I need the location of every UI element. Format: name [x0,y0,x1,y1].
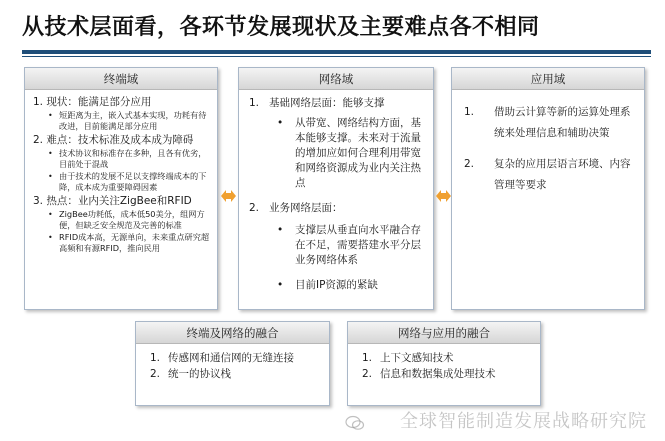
list-item-text: 支撑层从垂直向水平融合存在不足，需要搭建水平分层业务网络体系 [295,224,421,266]
application-domain-body [452,90,644,218]
terminal-domain-panel [24,67,218,310]
list-item-text: 从带宽、网络结构方面，基本能够支撑。未来对于流量的增加应如何合理利用带宽和网络资源成为业内关注热点 [295,117,421,189]
terminal-network-fusion-body [136,344,329,388]
application-domain-header: 应用域 [452,68,644,90]
list-item [460,102,636,144]
list-item [33,171,211,193]
list-item [356,366,532,382]
list-item-text: ZigBee功耗低，成本低50美分，组网方便，但缺乏安全规范及完善的标准 [59,209,205,230]
network-application-fusion-panel [347,321,541,406]
list-item [33,110,211,132]
item-text: 业务网络层面： [269,202,343,214]
list-item [247,116,425,191]
item-text: 复杂的应用层语言环境、内容管理等要求 [494,158,631,191]
title-rule-thin [22,56,651,57]
terminal-network-fusion-header: 终端及网络的融合 [136,322,329,344]
item-text: 基础网络层面：能够支撑 [269,97,385,109]
double-arrow-icon [221,190,236,202]
network-application-fusion-body [348,344,540,388]
terminal-section-hotspot: 3. 热点：业内关注ZigBee和RFID [33,195,192,207]
bullet-icon: • [48,210,53,219]
network-domain-header: 网络域 [239,68,433,90]
item-number: 1. [249,97,260,109]
item-number: 2. [464,158,475,170]
list-item [144,366,321,382]
network-domain-panel [238,67,434,310]
network-application-fusion-header: 网络与应用的融合 [348,322,540,344]
item-number: 1. [150,352,161,364]
terminal-domain-body [25,90,217,258]
bullet-icon: • [48,172,53,181]
item-text: 借助云计算等新的运算处理系统来处理信息和辅助决策 [494,106,631,139]
list-item [33,148,211,170]
list-item [247,223,425,268]
application-domain-panel [451,67,645,310]
terminal-section-difficulty: 2. 难点：技术标准及成本成为障碍 [33,134,194,146]
list-item [33,232,211,254]
list-item [247,278,425,293]
list-item [33,209,211,231]
list-item-text: 技术协议和标准存在多种，且各有优劣，目前处于混战 [59,148,207,169]
wechat-icon [345,415,365,431]
bullet-icon: • [277,279,284,291]
list-item-text: RFID成本高，无源单向，未来重点研究超高频和有源RFID，推向民用 [59,232,210,253]
terminal-section-status: 1. 现状：能满足部分应用 [33,96,152,108]
network-item-basic [247,96,425,110]
bullet-icon: • [277,117,284,129]
title-rule [22,50,651,54]
item-number: 2. [362,368,373,380]
item-text: 统一的协议栈 [168,368,231,380]
terminal-domain-header: 终端域 [25,68,217,90]
bullet-icon: • [48,111,53,120]
item-text: 传感网和通信网的无缝连接 [168,352,294,364]
list-item [460,154,636,196]
network-item-service [247,201,425,215]
bullet-icon: • [48,149,53,158]
bullet-icon: • [277,224,284,236]
list-item-text: 目前IP资源的紧缺 [295,279,378,291]
item-number: 2. [150,368,161,380]
item-number: 1. [362,352,373,364]
watermark: 全球智能制造发展战略研究院 [400,411,647,432]
list-item [144,350,321,366]
terminal-network-fusion-panel [135,321,330,406]
list-item [356,350,532,366]
list-item-text: 由于技术的发展不足以支撑终端成本的下降，成本成为重要障碍因素 [59,171,207,192]
bullet-icon: • [48,233,53,242]
network-domain-body [239,90,433,299]
item-text: 信息和数据集成处理技术 [380,368,496,380]
page-title: 从技术层面看，各环节发展现状及主要难点各不相同 [22,15,540,40]
double-arrow-icon [436,190,451,202]
item-number: 1. [464,106,475,118]
list-item-text: 短距离为主，嵌入式基本实现，功耗有待改进，目前能满足部分应用 [59,110,207,131]
item-number: 2. [249,202,260,214]
item-text: 上下文感知技术 [380,352,454,364]
